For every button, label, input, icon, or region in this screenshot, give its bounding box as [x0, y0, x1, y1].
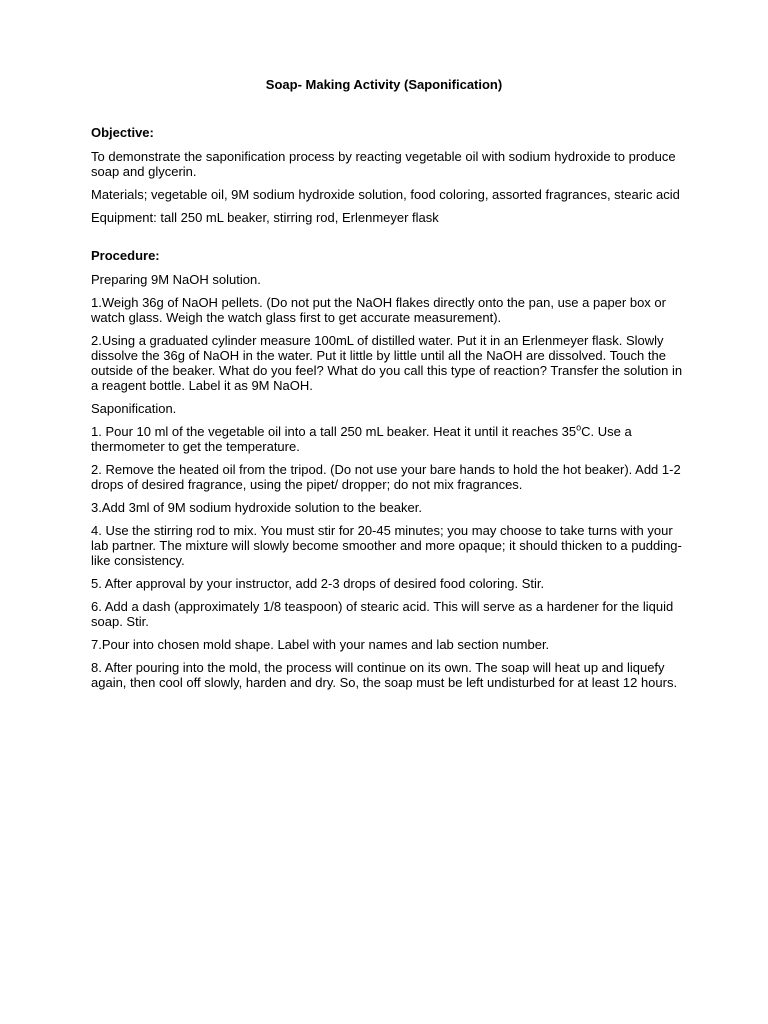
preparing-heading: Preparing 9M NaOH solution. — [91, 272, 261, 287]
prep-step: 1.Weigh 36g of NaOH pellets. (Do not put the NaOH flakes directly onto the pan, use a paper box or watch glass. Weigh the watch glass first to get accurate measurement). — [91, 295, 666, 325]
saponification-heading: Saponification. — [91, 401, 177, 416]
objective-heading: Objective: — [91, 125, 154, 140]
sap-step: 8. After pouring into the mold, the process will continue on its own. The soap will heat up and liquefy again, then cool off slowly, harden and dry. So, the soap must be left undisturbed for at least 12 hours. — [91, 660, 678, 690]
section-spacer — [91, 233, 691, 248]
sap-step: 5. After approval by your instructor, add 2-3 drops of desired food coloring. Stir. — [91, 576, 545, 591]
document-body — [91, 125, 691, 698]
degree-superscript: o — [576, 422, 582, 433]
equipment-text: Equipment: tall 250 mL beaker, stirring rod, Erlenmeyer flask — [91, 210, 439, 225]
sap-step: 4. Use the stirring rod to mix. You must stir for 20-45 minutes; you may choose to take turns with your lab partner. The mixture will slowly become smoother and more opaque; it should thicken to a pudding-like consistency. — [91, 523, 682, 568]
procedure-heading: Procedure: — [91, 248, 160, 263]
sap-step: 3.Add 3ml of 9M sodium hydroxide solution to the beaker. — [91, 500, 422, 515]
sap-step: 2. Remove the heated oil from the tripod. (Do not use your bare hands to hold the hot beaker). Add 1-2 drops of desired fragrance, using the pipet/ dropper; do not mix fragrances. — [91, 462, 681, 492]
sap-step-1-text-cont: C. Use a thermometer to get the temperature. — [91, 424, 632, 454]
document-title: Soap- Making Activity (Saponification) — [265, 77, 503, 92]
objective-text: To demonstrate the saponification process by reacting vegetable oil with sodium hydroxide to produce soap and glycerin. — [91, 149, 676, 179]
prep-step: 2.Using a graduated cylinder measure 100mL of distilled water. Put it in an Erlenmeyer flask. Slowly dissolve the 36g of NaOH in the water. Put it little by little until all the NaOH are dissolved. Touch the outside of the beaker. What do you feel? What do you call this type of reaction? Transfer the solution in a reagent bottle. Label it as 9M NaOH. — [91, 333, 683, 393]
sap-step: 6. Add a dash (approximately 1/8 teaspoon) of stearic acid. This will serve as a hardener for the liquid soap. Stir. — [91, 599, 674, 629]
materials-text: Materials; vegetable oil, 9M sodium hydroxide solution, food coloring, assorted fragrances, stearic acid — [91, 187, 680, 202]
sap-step: 7.Pour into chosen mold shape. Label with your names and lab section number. — [91, 637, 550, 652]
sap-step-1-text: 1. Pour 10 ml of the vegetable oil into a tall 250 mL beaker. Heat it until it reaches 35 — [91, 424, 577, 439]
sap-step — [91, 424, 691, 454]
